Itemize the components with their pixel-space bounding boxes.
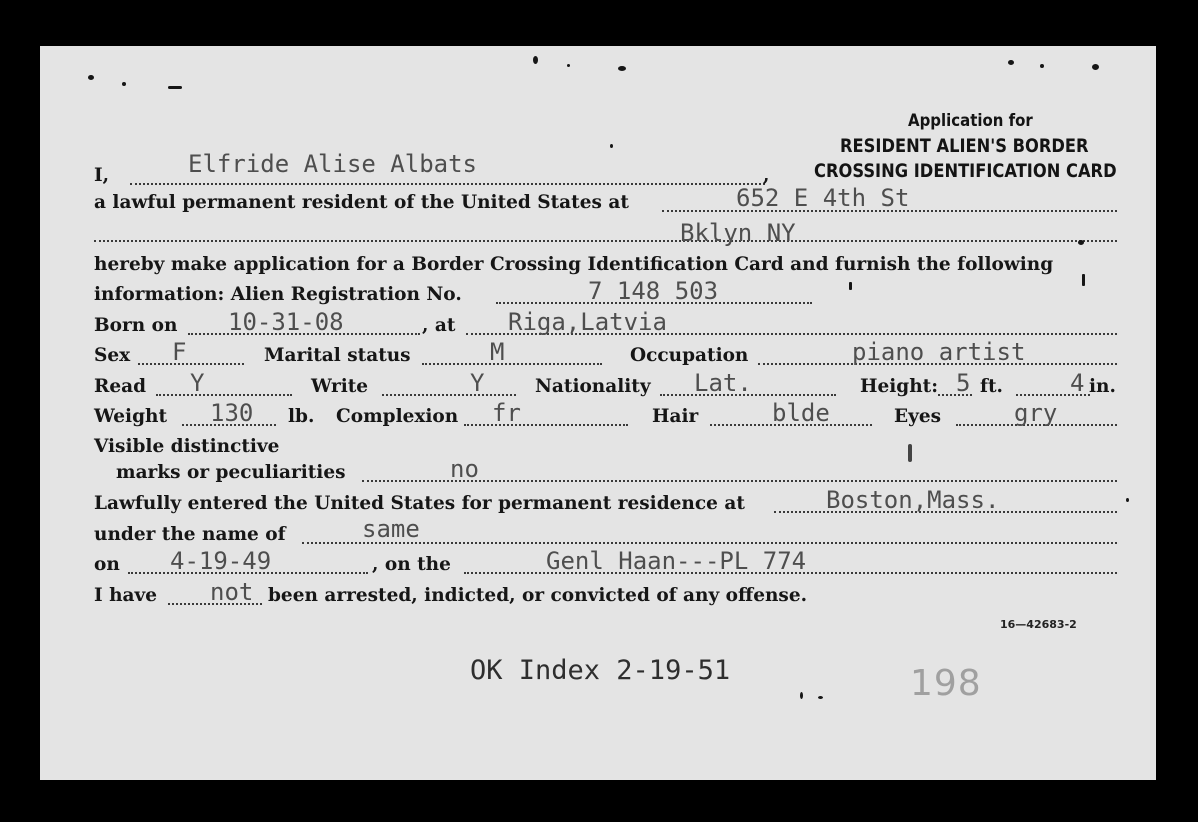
label-lawfully-entered: Lawfully entered the United States for permanent residence at (94, 493, 745, 514)
speckle-mark (1040, 64, 1044, 68)
height-inches: 4 (1070, 369, 1085, 397)
birthplace: Riga,Latvia (508, 308, 667, 336)
label-weight: Weight (94, 406, 167, 427)
weight-value: 130 (210, 399, 254, 427)
label-alien-reg: information: Alien Registration No. (94, 284, 462, 305)
label-in: in. (1089, 376, 1116, 397)
speckle-mark (168, 86, 182, 89)
label-complexion: Complexion (336, 406, 459, 427)
label-i: I, (94, 165, 110, 186)
hair-value: blde (772, 399, 830, 427)
height-feet: 5 (956, 369, 971, 397)
index-stamp: OK Index 2-19-51 (470, 655, 731, 686)
label-visible-distinctive: Visible distinctive (94, 436, 280, 457)
have-value: not (210, 578, 254, 606)
entry-date: 4-19-49 (170, 547, 272, 575)
label-lb: lb. (288, 406, 315, 427)
nationality-value: Lat. (694, 369, 752, 397)
label-i-have: I have (94, 585, 158, 606)
speckle-mark (122, 82, 126, 86)
label-marital-status: Marital status (264, 345, 411, 366)
sex-value: F (172, 338, 187, 366)
speckle-mark (800, 692, 803, 699)
form-number: 16—42683-2 (1000, 618, 1077, 631)
marital-status-value: M (490, 338, 505, 366)
label-occupation: Occupation (630, 345, 749, 366)
label-hereby: hereby make application for a Border Crossing Identification Card and furnish the following (94, 254, 1054, 275)
header-line-2: RESIDENT ALIEN'S BORDER (840, 136, 1089, 157)
address-city: Bklyn NY (680, 219, 796, 247)
applicant-name: Elfride Alise Albats (188, 150, 477, 178)
read-line (156, 394, 292, 396)
label-born-on: Born on (94, 315, 178, 336)
write-line (382, 394, 516, 396)
entry-name-line (302, 542, 1117, 544)
sex-line (138, 363, 244, 365)
label-at: , at (422, 315, 456, 336)
address-street: 652 E 4th St (736, 184, 910, 212)
eyes-value: gry (1014, 399, 1058, 427)
label-nationality: Nationality (535, 376, 651, 397)
speckle-mark (610, 144, 613, 148)
label-sex: Sex (94, 345, 131, 366)
border-crossing-application-card (40, 46, 1156, 780)
speckle-mark (1008, 60, 1014, 65)
address-line-2 (94, 240, 1117, 242)
birth-date: 10-31-08 (228, 308, 344, 336)
label-lawful-resident: a lawful permanent resident of the United States at (94, 192, 629, 213)
speckle-mark (88, 75, 94, 80)
stamp-number: 198 (910, 663, 982, 704)
label-arrested: been arrested, indicted, or convicted of any offense. (268, 585, 808, 606)
complexion-line (464, 424, 628, 426)
label-under-name: under the name of (94, 524, 286, 545)
entry-name: same (362, 515, 420, 543)
label-eyes: Eyes (894, 406, 942, 427)
name-line (130, 183, 765, 185)
header-line-3: CROSSING IDENTIFICATION CARD (814, 161, 1117, 182)
alien-reg-no: 7 148 503 (588, 277, 719, 305)
vessel-value: Genl Haan---PL 774 (546, 547, 807, 575)
label-comma: , (763, 165, 770, 186)
marks-value: no (450, 455, 479, 483)
marital-status-line (422, 363, 602, 365)
speckle-mark (533, 56, 538, 64)
speckle-mark (908, 444, 912, 462)
speckle-mark (818, 696, 823, 699)
entry-place: Boston,Mass. (826, 486, 1000, 514)
label-write: Write (311, 376, 369, 397)
speckle-mark (1126, 498, 1129, 502)
label-hair: Hair (652, 406, 699, 427)
speckle-mark (1078, 240, 1084, 245)
complexion-value: fr (492, 399, 521, 427)
write-value: Y (470, 369, 485, 397)
occupation-value: piano artist (852, 338, 1026, 366)
label-ft: ft. (980, 376, 1003, 397)
read-value: Y (190, 369, 205, 397)
header-line-1: Application for (908, 111, 1033, 131)
speckle-mark (1082, 274, 1085, 286)
speckle-mark (1092, 64, 1099, 70)
speckle-mark (618, 66, 626, 71)
label-read: Read (94, 376, 147, 397)
label-on-the: , on the (372, 554, 451, 575)
speckle-mark (567, 64, 570, 67)
label-height: Height: (860, 376, 939, 397)
speckle-mark (849, 282, 852, 290)
label-on: on (94, 554, 120, 575)
label-marks: marks or peculiarities (116, 462, 346, 483)
